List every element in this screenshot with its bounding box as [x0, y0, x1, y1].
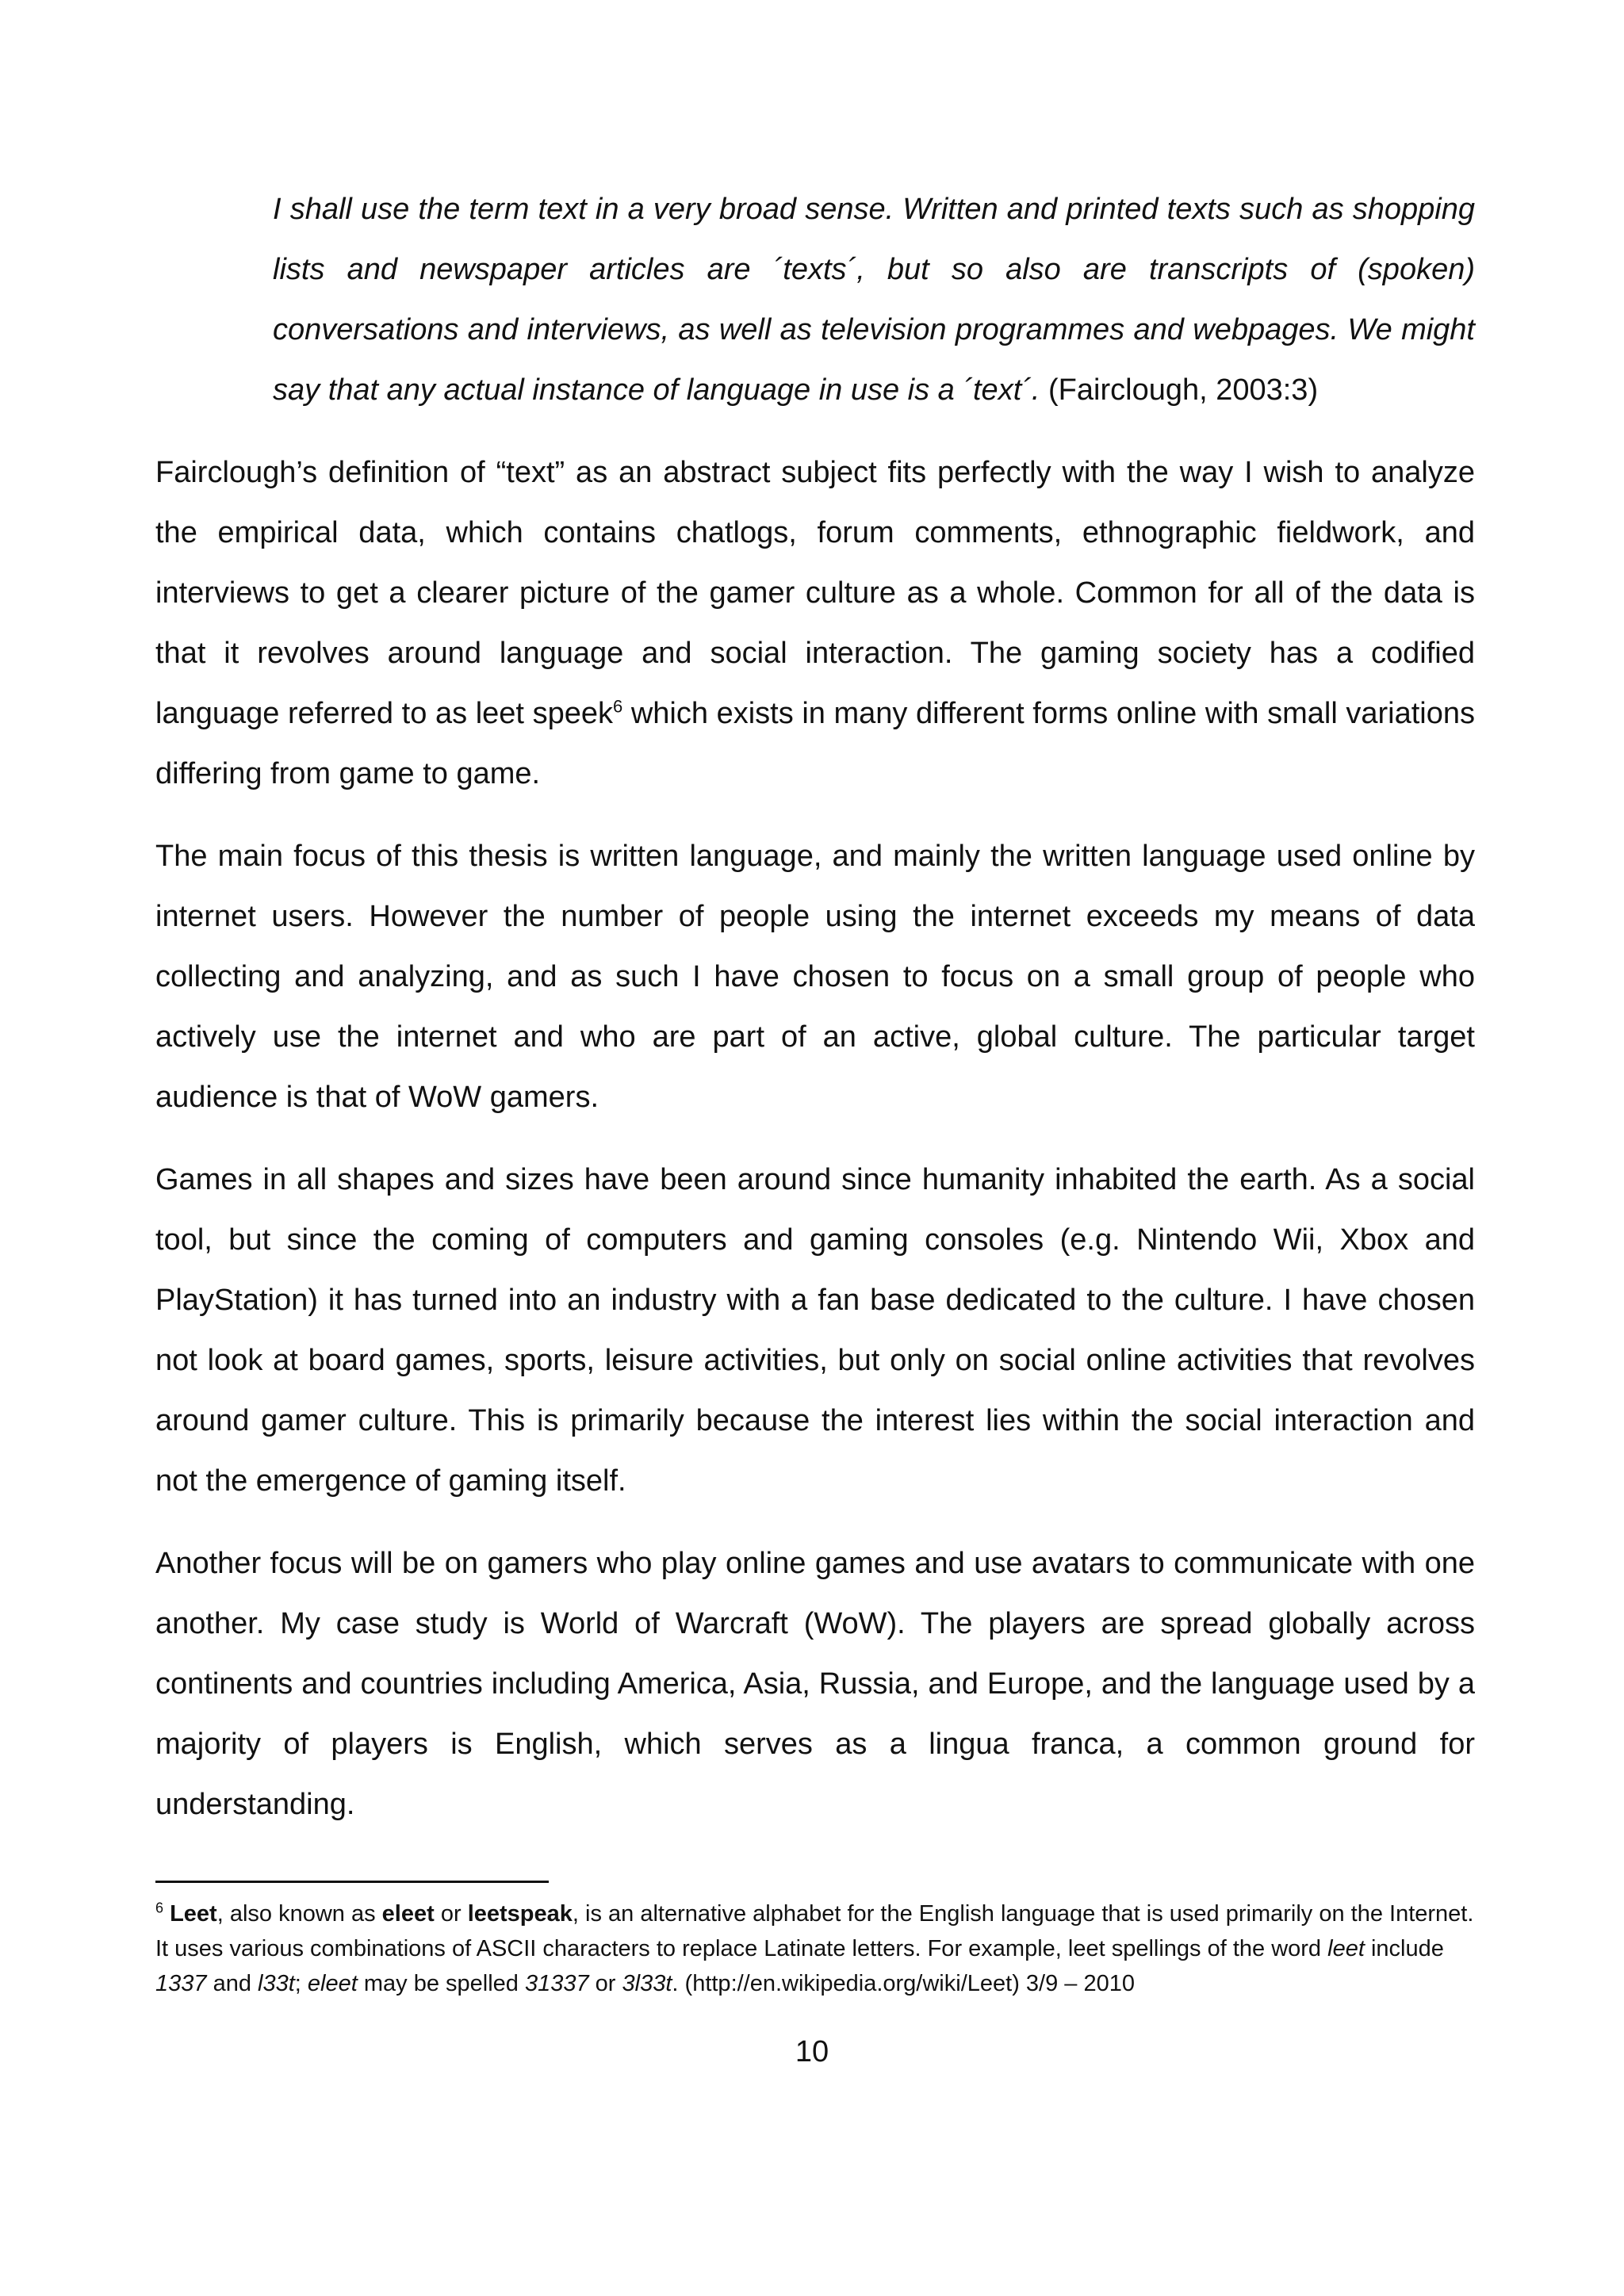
footnote-example-3: 31337: [524, 1971, 589, 1996]
footnote-text: or: [588, 1971, 622, 1996]
footnote-text: include: [1364, 1936, 1444, 1961]
paragraph-2: The main focus of this thesis is written language, and mainly the written language used online by internet users. However the number of people using the internet exceeds my means of data collecting and analyzing, and as such I have chosen to focus on a small group of people who actively use the internet and who are part of an active, global culture. The particular target audience is that of WoW gamers.: [155, 840, 1475, 1114]
footnote-example-2: l33t: [258, 1971, 295, 1996]
block-quote: [273, 179, 1475, 420]
paragraph-1: [155, 442, 1475, 804]
footnote-text: , is an alternative alphabet for the English language that is used primarily on the Internet. It uses various combinations of ASCII characters to replace Latinate letters. For example, leet spellings of the word: [155, 1901, 1474, 1961]
footnote-word-1: leet: [1327, 1936, 1365, 1961]
paragraph-1-text-b: which exists in many different forms online with small variations differing from game to game.: [155, 697, 1475, 790]
footnote: [155, 1896, 1475, 2001]
quote-text: I shall use the term text in a very broad sense. Written and printed texts such as shopping lists and newspaper articles are ´texts´, but so also are transcripts of (spoken) conversations and interviews, as well as television programmes and webpages. We might say that any actual instance of language in use is a ´text´.: [273, 193, 1475, 407]
footnote-text: may be spelled: [357, 1971, 525, 1996]
footnote-marker: 6: [155, 1900, 164, 1916]
footnote-text: ;: [294, 1971, 308, 1996]
footnote-reference: 6: [612, 696, 623, 717]
footnote-example-1: 1337: [155, 1971, 207, 1996]
footnote-text: . (http://en.wikipedia.org/wiki/Leet) 3/9 – 2010: [672, 1971, 1135, 1996]
page-number: 10: [795, 2035, 829, 2068]
quote-citation: (Fairclough, 2003:3): [1040, 373, 1319, 407]
footnote-example-4: 3l33t: [622, 1971, 672, 1996]
footnote-text: or: [434, 1901, 468, 1927]
paragraph-3: Games in all shapes and sizes have been around since humanity inhabited the earth. As a social tool, but since the coming of computers and gaming consoles (e.g. Nintendo Wii, Xbox and PlayStation) it has turned into an industry with a fan base dedicated to the culture. I have chosen not look at board games, sports, leisure activities, but only on social online activities that revolves around gamer culture. This is primarily because the interest lies within the social interaction and not the emergence of gaming itself.: [155, 1163, 1475, 1498]
footnote-alt-1: eleet: [381, 1901, 435, 1927]
footnote-text: and: [206, 1971, 259, 1996]
paragraph-4: Another focus will be on gamers who play online games and use avatars to communicate with one another. My case study is World of Warcraft (WoW). The players are spread globally across continents and countries including America, Asia, Russia, and Europe, and the language used by a majority of players is English, which serves as a lingua franca, a common ground for understanding.: [155, 1547, 1475, 1821]
paragraph-1-text-a: Fairclough’s definition of “text” as an abstract subject fits perfectly with the way I wish to analyze the empirical data, which contains chatlogs, forum comments, ethnographic fieldwork, and interviews to get a clearer picture of the gamer culture as a whole. Common for all of the data is that it revolves around language and social interaction. The gaming society has a codified language referred to as leet speek: [155, 456, 1475, 730]
body-text: [155, 179, 1475, 1835]
footnote-term: Leet: [170, 1901, 217, 1927]
footnote-separator: [155, 1881, 549, 1883]
footnote-alt-2: leetspeak: [467, 1901, 573, 1927]
footnote-word-2: eleet: [307, 1971, 358, 1996]
footnote-text: , also known as: [216, 1901, 382, 1927]
